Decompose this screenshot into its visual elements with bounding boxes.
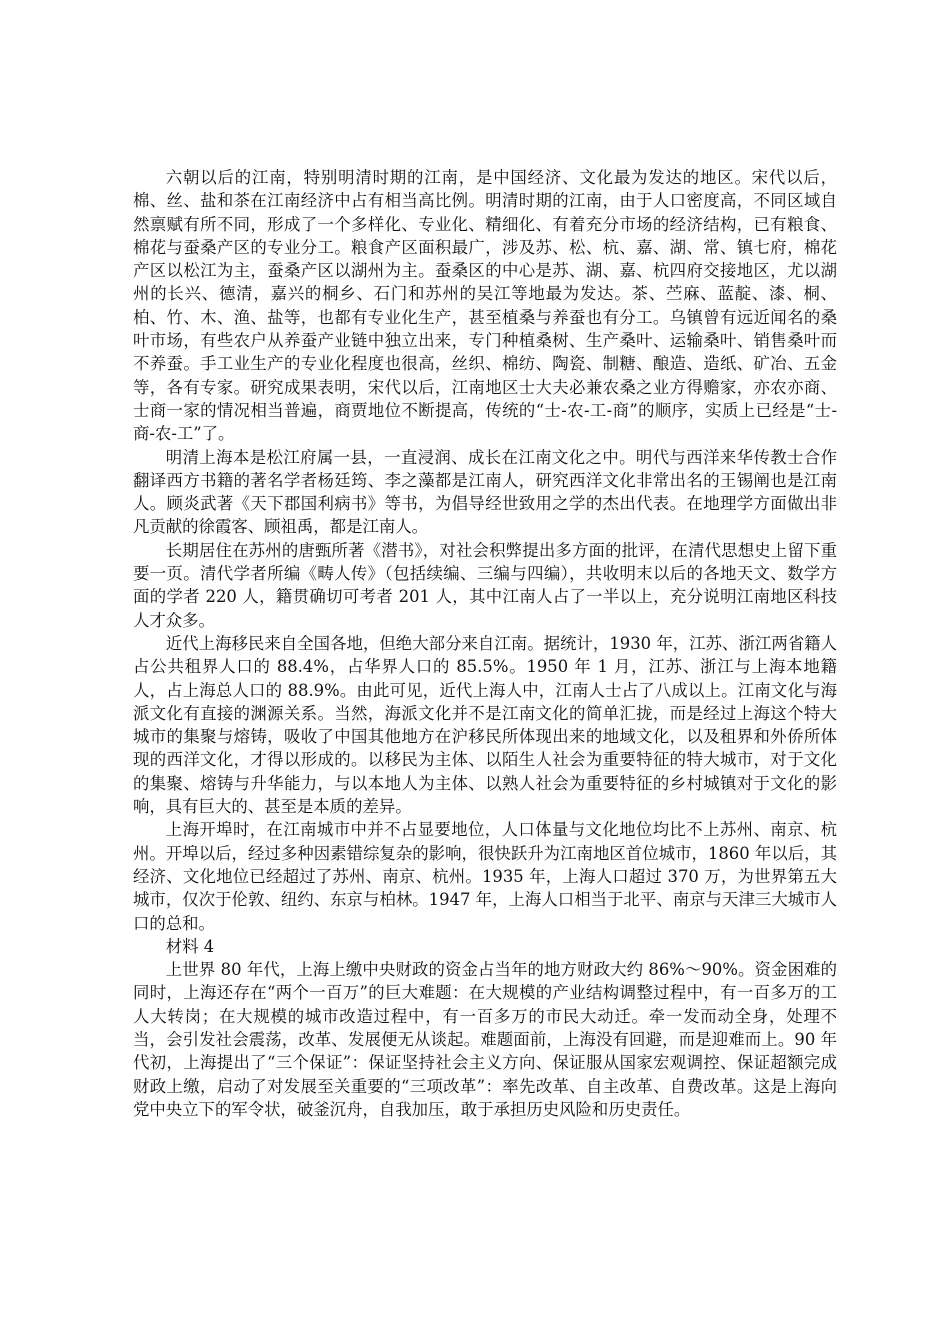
document-page	[133, 166, 837, 1121]
material-label: 材料 4	[165, 936, 215, 956]
paragraph-1980s-finance: 上世界 80 年代，上海上缴中央财政的资金占当年的地方财政大约 86%～90%。资金困难的同时，上海还存在“两个一百万”的巨大难题：在大规模的产业结构调整过程中，有一百多万的工人大转岗；在大规模的城市改造过程中，有一百多万的市民大动迁。牵一发而动全身，处理不当，会引发社会震荡，改革、发展便无从谈起。难题面前，上海没有回避，而是迎难而上。90 年代初，上海提出了“三个保证”：保证坚持社会主义方向、保证服从国家宏观调控、保证超额完成财政上缴，启动了对发展至关重要的“三项改革”：率先改革、自主改革、自费改革。这是上海向党中央立下的军令状，破釜沉舟，自我加压，敢于承担历史风险和历史责任。	[133, 960, 837, 1119]
paragraph-port-opening: 上海开埠时，在江南城市中并不占显要地位，人口体量与文化地位均比不上苏州、南京、杭州。开埠以后，经过多种因素错综复杂的影响，很快跃升为江南地区首位城市，1860 年以后，其经济、文化地位已经超过了苏州、南京、杭州。1935 年，上海人口超过 370 万，为世界第五大城市，仅次于伦敦、纽约、东京与柏林。1947 年，上海人口相当于北平、南京与天津三大城市人口的总和。	[133, 820, 837, 933]
paragraph-ming-qing-shanghai: 明清上海本是松江府属一县，一直浸润、成长在江南文化之中。明代与西洋来华传教士合作翻译西方书籍的著名学者杨廷筠、李之藻都是江南人，研究西洋文化非常出名的王锡阐也是江南人。顾炎武著《天下郡国利病书》等书，为倡导经世致用之学的杰出代表。在地理学方面做出非凡贡献的徐霞客、顾祖禹，都是江南人。	[133, 447, 837, 537]
paragraph-tang-zhen: 长期居住在苏州的唐甄所著《潜书》，对社会积弊提出多方面的批评，在清代思想史上留下重要一页。清代学者所编《畴人传》（包括续编、三编与四编），共收明末以后的各地天文、数学方面的学者 220 人，籍贯确切可考者 201 人，其中江南人占了一半以上，充分说明江南地区科技人才众多。	[133, 540, 837, 630]
paragraph-jiangnan-economy: 六朝以后的江南，特别明清时期的江南，是中国经济、文化最为发达的地区。宋代以后，棉、丝、盐和茶在江南经济中占有相当高比例。明清时期的江南，由于人口密度高，不同区域自然禀赋有所不同，形成了一个多样化、专业化、精细化、有着充分市场的经济结构，已有粮食、棉花与蚕桑产区的专业分工。粮食产区面积最广，涉及苏、松、杭、嘉、湖、常、镇七府，棉花产区以松江为主，蚕桑产区以湖州为主。蚕桑区的中心是苏、湖、嘉、杭四府交接地区，尤以湖州的长兴、德清，嘉兴的桐乡、石门和苏州的吴江等地最为发达。茶、苎麻、蓝靛、漆、桐、柏、竹、木、渔、盐等，也都有专业化生产，甚至植桑与养蚕也有分工。乌镇曾有远近闻名的桑叶市场，有些农户从养蚕产业链中独立出来，专门种植桑树、生产桑叶、运输桑叶、销售桑叶而不养蚕。手工业生产的专业化程度也很高，丝织、棉纺、陶瓷、制糖、酿造、造纸、矿冶、五金等，各有专家。研究成果表明，宋代以后，江南地区士大夫必兼农桑之业方得赡家，亦农亦商、士商一家的情况相当普遍，商贾地位不断提高，传统的“士-农-工-商”的顺序，实质上已经是“士-商-农-工”了。	[133, 168, 837, 444]
paragraph-modern-migration: 近代上海移民来自全国各地，但绝大部分来自江南。据统计，1930 年，江苏、浙江两省籍人占公共租界人口的 88.4%，占华界人口的 85.5%。1950 年 1 月，江苏、浙江与上海本地籍人，占上海总人口的 88.9%。由此可见，近代上海人中，江南人士占了八成以上。江南文化与海派文化有直接的渊源关系。当然，海派文化并不是江南文化的简单汇拢，而是经过上海这个特大城市的集聚与熔铸，吸收了中国其他地方在沪移民所体现出来的地域文化，以及租界和外侨所体现的西洋文化，才得以形成的。以移民为主体、以陌生人社会为重要特征的特大城市，对于文化的集聚、熔铸与升华能力，与以本地人为主体、以熟人社会为重要特征的乡村城镇对于文化的影响，具有巨大的、甚至是本质的差异。	[133, 633, 837, 817]
